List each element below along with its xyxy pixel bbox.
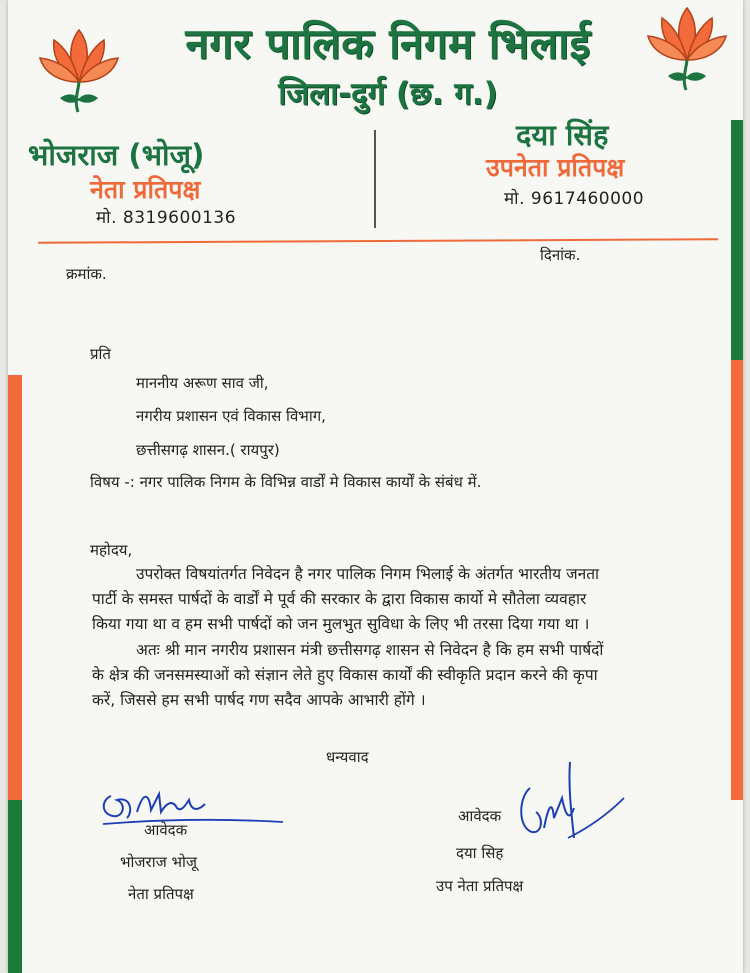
header-divider — [374, 130, 376, 228]
right-leader-name: दया सिंह — [516, 118, 609, 152]
left-green-stripe — [8, 800, 22, 973]
para2-line1: अतः श्री मान नगरीय प्रशासन मंत्री छत्तीसगढ़ शासन से निवेदन है कि हम सभी पार्षदों — [136, 641, 604, 659]
right-leader-phone: मो. 9617460000 — [504, 189, 645, 209]
right-signature — [508, 758, 628, 858]
header-separator-line — [38, 238, 718, 244]
subject-line: विषय -: नगर पालिक निगम के विभिन्न वार्डों मे विकास कार्यों के संबंध में. — [90, 473, 482, 491]
salutation: महोदय, — [90, 541, 133, 559]
address-line-2: नगरीय प्रशासन एवं विकास विभाग, — [136, 407, 326, 425]
thanks: धन्यवाद — [326, 748, 369, 766]
left-applicant-role: नेता प्रतिपक्ष — [128, 885, 194, 903]
address-line-3: छत्तीसगढ़ शासन.( रायपुर) — [136, 441, 280, 459]
letterhead-district: जिला-दुर्ग (छ. ग.) — [278, 76, 498, 112]
letterhead-title: नगर पालिक निगम भिलाई — [185, 19, 591, 68]
kramank-label: क्रमांक. — [66, 265, 107, 283]
para2-line3: करें, जिससे हम सभी पार्षद गण सदैव आपके आभारी होंगे । — [92, 691, 426, 709]
lotus-icon — [38, 22, 120, 114]
para1-line2: पार्टी के समस्त पार्षदों के वार्डों मे पूर्व की सरकार के द्वारा विकास कार्यो मे सौतेला व्यवहार — [92, 590, 587, 608]
right-leader-role: उपनेता प्रतिपक्ष — [486, 153, 625, 182]
left-leader-name: भोजराज (भोजू) — [28, 138, 205, 172]
para1-line1: उपरोक्त विषयांतर्गत निवेदन है नगर पालिक निगम भिलाई के अंतर्गत भारतीय जनता — [136, 565, 600, 583]
prati-label: प्रति — [90, 345, 111, 363]
right-applicant-label: आवेदक — [458, 807, 502, 825]
left-applicant-label: आवेदक — [144, 821, 188, 839]
right-applicant-name: दया सिह — [456, 844, 504, 862]
lotus-icon — [646, 0, 728, 92]
para2-line2: के क्षेत्र की जनसमस्याओं को संज्ञान लेते हुए विकास कार्यों की स्वीकृति प्रदान करने की कृपा — [92, 666, 598, 684]
letter-page — [8, 0, 743, 973]
address-line-1: माननीय अरूण साव जी, — [136, 374, 269, 392]
right-applicant-role: उप नेता प्रतिपक्ष — [436, 877, 524, 895]
left-signature — [93, 782, 293, 832]
para1-line3: किया गया था व हम सभी पार्षदों को जन मुलभुत सुविधा के लिए भी तरसा दिया गया था । — [92, 615, 590, 633]
right-saffron-stripe — [731, 360, 743, 800]
left-saffron-stripe — [8, 375, 22, 805]
right-green-stripe — [731, 120, 743, 360]
left-leader-phone: मो. 8319600136 — [96, 208, 237, 228]
left-leader-role: नेता प्रतिपक्ष — [90, 175, 201, 204]
dinank-label: दिनांक. — [540, 246, 581, 264]
left-applicant-name: भोजराज भोजू — [120, 853, 198, 871]
